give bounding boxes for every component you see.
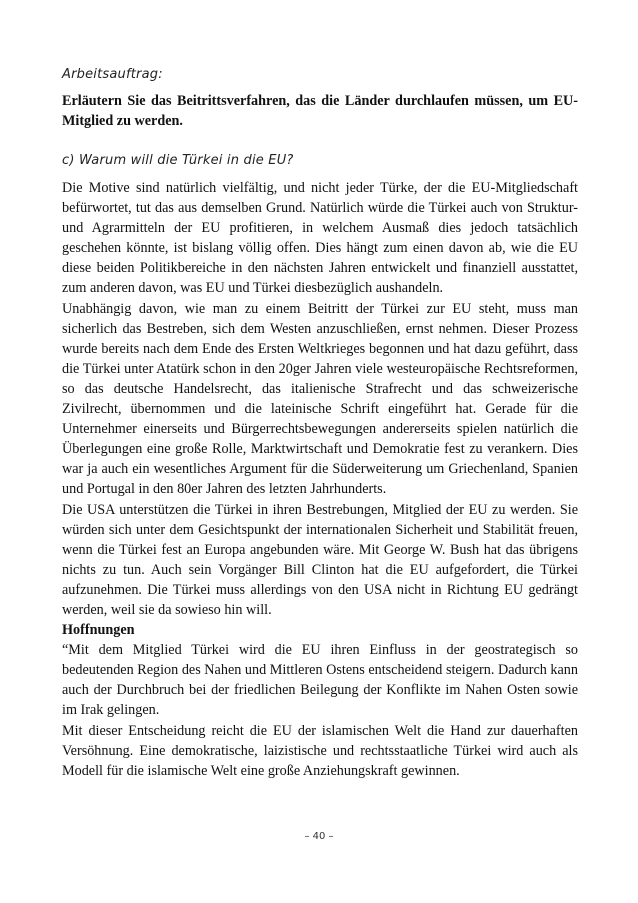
subheading-hoffnungen: Hoffnungen: [62, 622, 135, 639]
paragraph-west: Unabhängig davon, wie man zu einem Beitritt der Türkei zur EU steht, muss man sicherlich das Bestreben, sich dem Westen anzuschließen, ernst nehmen. Dieser Prozess wurde bereits nach dem Ende des Ersten Weltkrieges begonnen und hat dazu geführt, dass die Türkei unter Atatürk schon in den 20ger Jahren viele westeuropäische Rechtsreformen, so das deutsche Handelsrecht, das italienische Strafrecht und das schweizerische Zivilrecht, übernommen und die lateinische Schrift eingeführt hat. Gerade für die Unternehmer einerseits und Bürgerrechtsbewegungen andererseits spielen natürlich die Überlegungen eine große Rolle, Marktwirtschaft und Demokratie fest zu verankern. Dies war ja auch ein wesentliches Argument für die Süderweiterung um Griechenland, Spanien und Portugal in den 80er Jahren des letzten Jahrhunderts.: [62, 300, 578, 498]
assignment-text: Erläutern Sie das Beitrittsverfahren, das die Länder durchlaufen müssen, um EU-Mitglied zu werden.: [62, 93, 578, 129]
paragraph-usa: Die USA unterstützen die Türkei in ihren Bestrebungen, Mitglied der EU zu werden. Sie würden sich unter dem Gesichtspunkt der internationalen Sicherheit und Stabilität freuen, wenn die Türkei fest an Europa angebunden wäre. Mit George W. Bush hat das übrigens nichts zu tun. Auch sein Vorgänger Bill Clinton hat die EU aufgefordert, die Türkei aufzunehmen. Die Türkei muss allerdings von den USA nicht in Richtung EU gedrängt werden, weil sie da sowieso hin will.: [62, 501, 578, 618]
paragraph-motives: Die Motive sind natürlich vielfältig, und nicht jeder Türke, der die EU-Mitgliedschaft befürwortet, tut das aus demselben Grund. Natürlich würde die Türkei auch von Struktur- und Agrarmitteln der EU profitieren, in welchem Ausmaß dies jedoch tatsächlich geschehen könnte, ist bislang völlig offen. Dies hängt zum einen davon ab, wie die EU diese beiden Politikbereiche in den nächsten Jahren entwickelt und finanziell ausstattet, zum anderen davon, was EU und Türkei diesbezüglich aushandeln.: [62, 180, 578, 297]
body-text: [62, 178, 578, 781]
quote-paragraph-reconciliation: Mit dieser Entscheidung reicht die EU der islamischen Welt die Hand zur dauerhaften Versöhnung. Eine demokratische, laizistische und rechtsstaatliche Türkei wird auch als Modell für die islamische Welt eine große Anziehungskraft gewinnen.: [62, 722, 578, 779]
assignment-heading: Arbeitsauftrag:: [62, 67, 163, 82]
question-heading: c) Warum will die Türkei in die EU?: [62, 153, 294, 168]
quote-paragraph-influence: “Mit dem Mitglied Türkei wird die EU ihren Einfluss in der geostrategisch so bedeutenden Region des Nahen und Mittleren Ostens entscheidend steigern. Dadurch kann auch der Durchbruch bei der friedlichen Beilegung der Konflikte im Nahen Osten sowie im Irak gelingen.: [62, 642, 578, 719]
page-number: – 40 –: [304, 831, 334, 842]
